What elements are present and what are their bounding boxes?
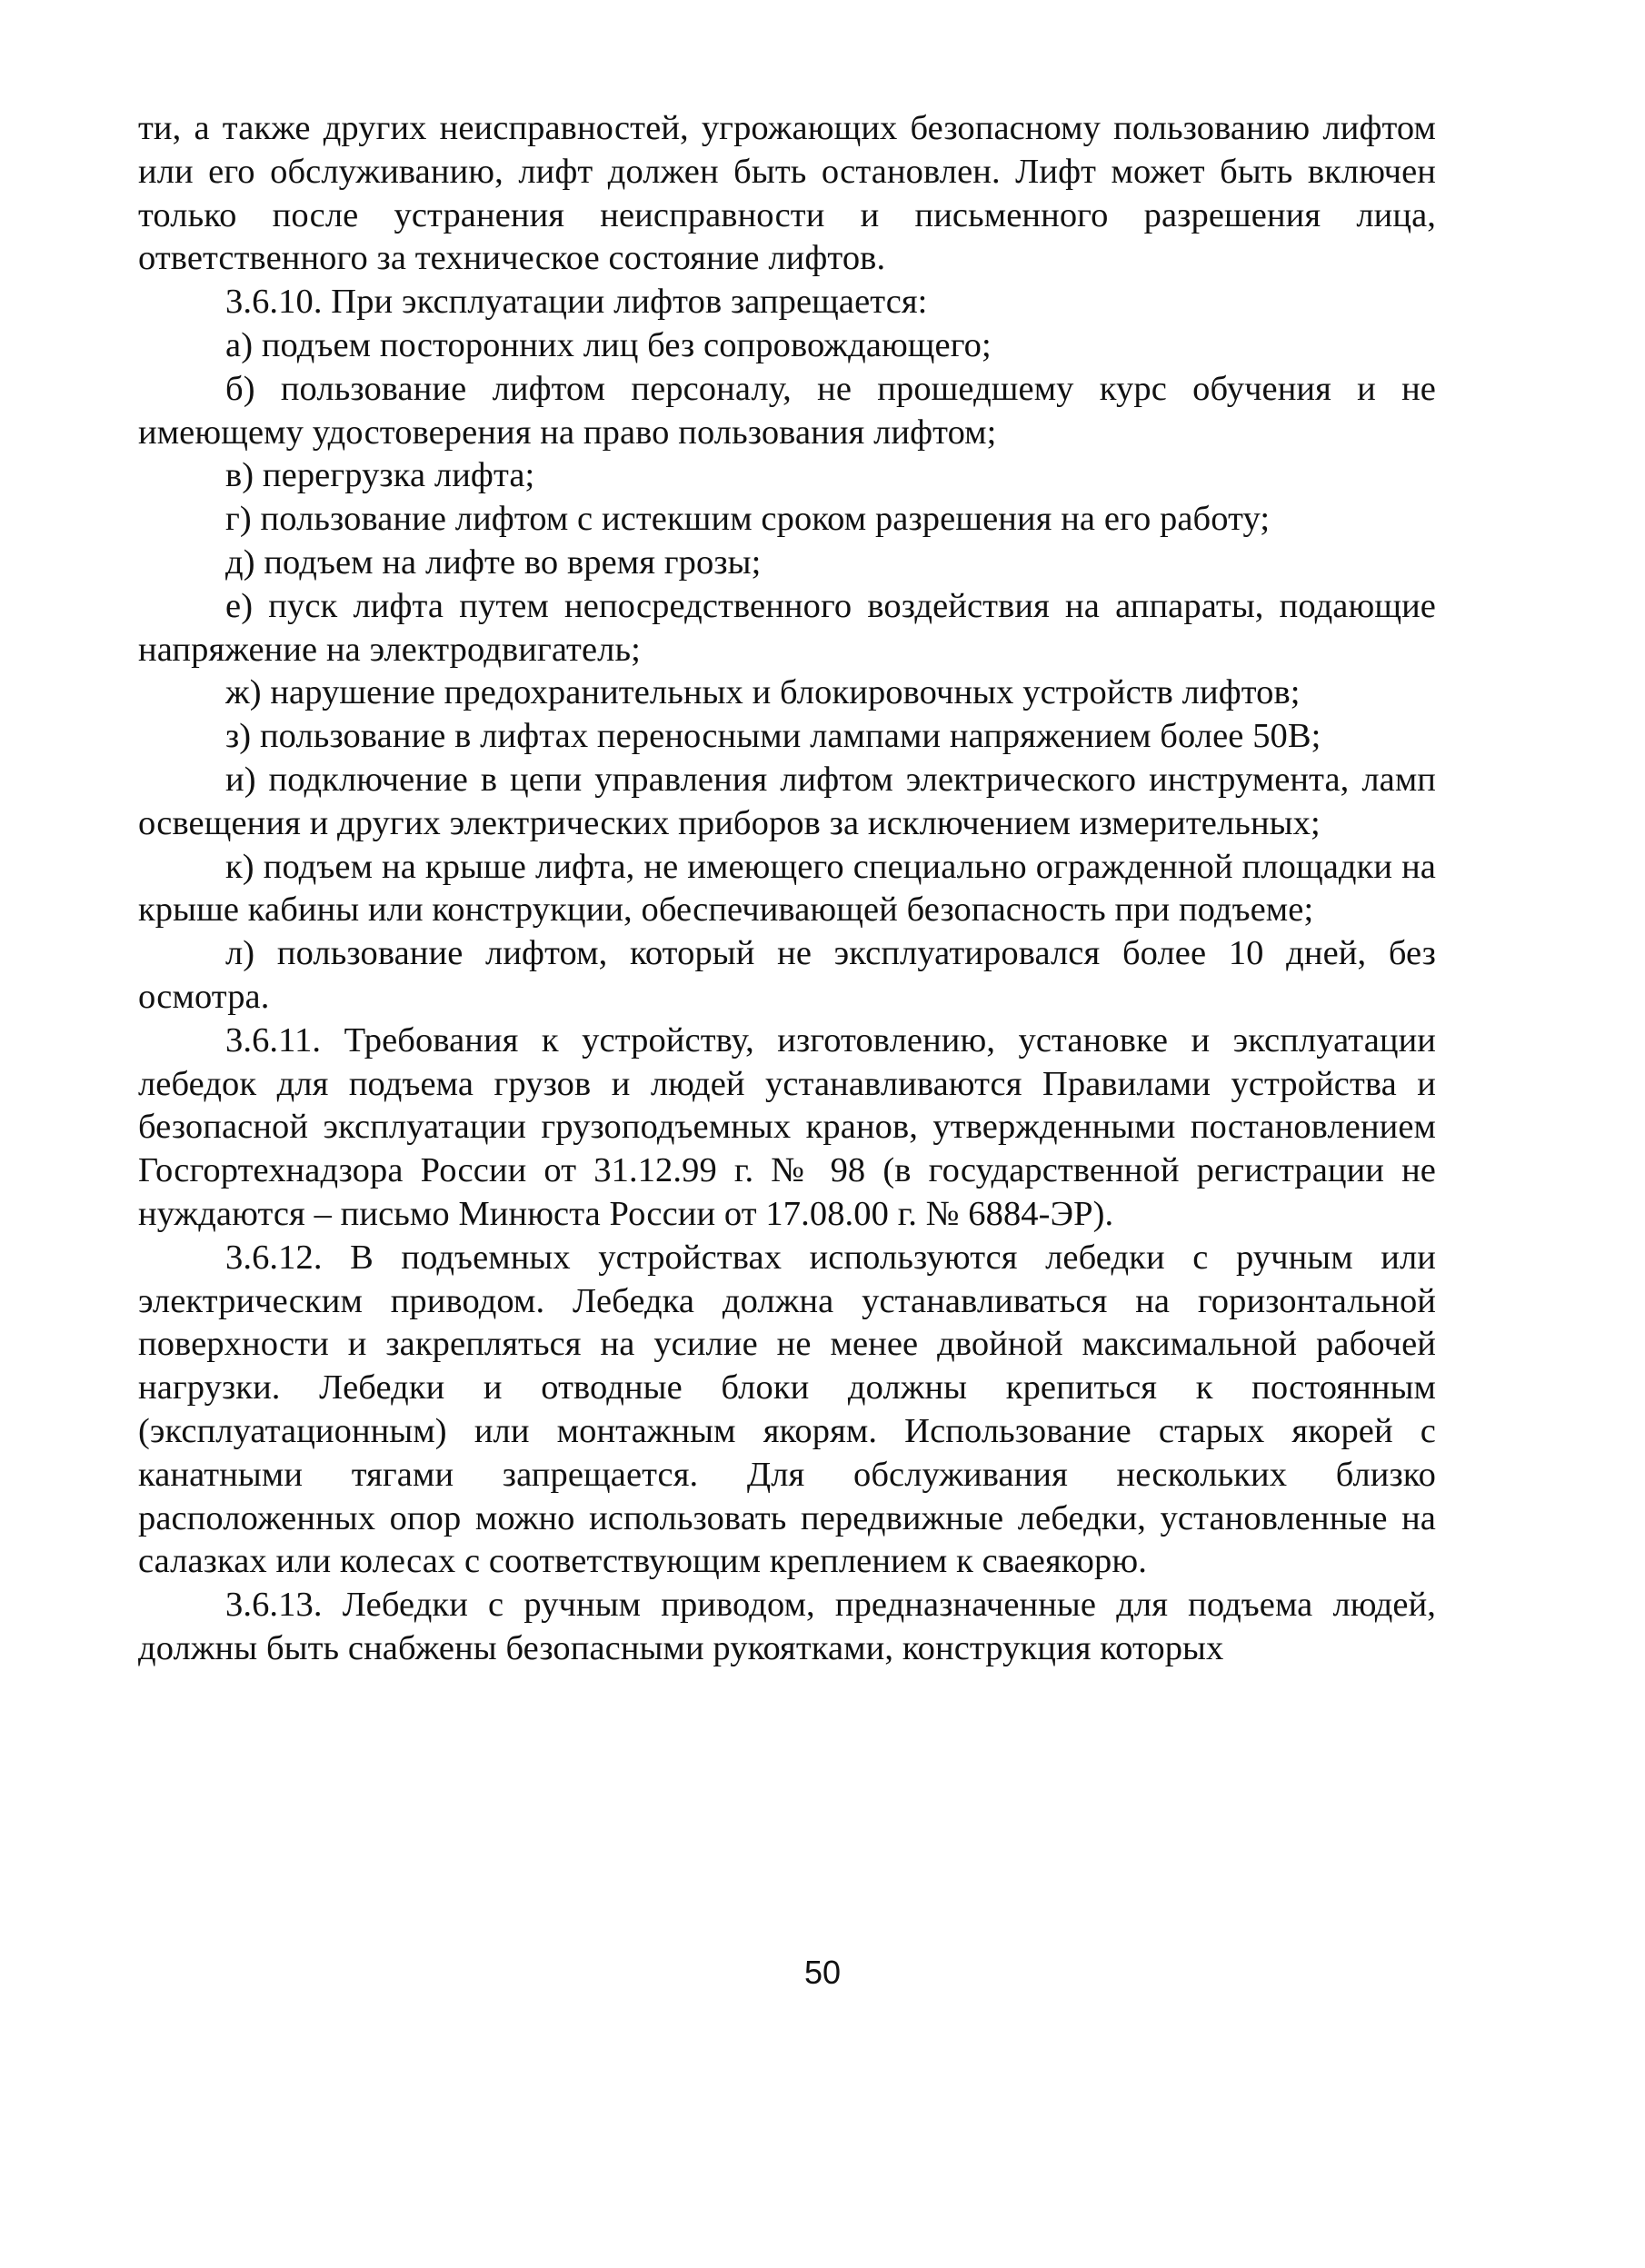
paragraph-3-6-10: 3.6.10. При эксплуатации лифтов запрещается: bbox=[225, 283, 928, 322]
list-item-a: а) подъем посторонних лиц без сопровождающего; bbox=[225, 325, 992, 364]
paragraph-3-6-12: 3.6.12. В подъемных устройствах используются лебедки с ручным или электрическим приводом. Лебедка должна устанавливаться на горизонтальной поверхности и закрепляться на усилие не менее двойной максимальной рабочей нагрузки. Лебедки и отводные блоки должны крепиться к постоянным (эксплуатационным) или монтажным якорям. Использование старых якорей с канатными тягами запрещается. Для обслуживания нескольких близко расположенных опор можно использовать передвижные лебедки, установленные на салазках или колесах с соответствующим креплением к сваеякорю. bbox=[138, 1238, 1436, 1581]
list-item-k: к) подъем на крыше лифта, не имеющего специально огражденной площадки на крыше кабины или конструкции, обеспечивающей безопасность при подъеме; bbox=[138, 847, 1436, 930]
list-item-l: л) пользование лифтом, который не эксплуатировался более 10 дней, без осмотра. bbox=[138, 934, 1436, 1016]
list-item-zh: ж) нарушение предохранительных и блокировочных устройств лифтов; bbox=[225, 673, 1301, 712]
list-item-z: з) пользование в лифтах переносными лампами напряжением более 50В; bbox=[225, 717, 1321, 756]
list-item-e: е) пуск лифта путем непосредственного воздействия на аппараты, подающие напряжение на электродвигатель; bbox=[138, 586, 1436, 669]
paragraph-3-6-13: 3.6.13. Лебедки с ручным приводом, предназначенные для подъема людей, должны быть снабжены безопасными рукоятками, конструкция которых bbox=[138, 1586, 1436, 1667]
page-number: 50 bbox=[803, 1954, 842, 1991]
list-item-d: д) подъем на лифте во время грозы; bbox=[225, 542, 762, 582]
list-item-g: г) пользование лифтом с истекшим сроком разрешения на его работу; bbox=[225, 500, 1271, 539]
paragraph-continuation: ти, а также других неисправностей, угрожающих безопасному пользованию лифтом или его обслуживанию, лифт должен быть остановлен. Лифт может быть включен только после устранения неисправности и письменного разрешения лица, ответственного за техническое состояние лифтов. bbox=[138, 109, 1436, 278]
list-item-i: и) подключение в цепи управления лифтом электрического инструмента, ламп освещения и других электрических приборов за исключением измерительных; bbox=[138, 760, 1436, 842]
paragraph-3-6-11: 3.6.11. Требования к устройству, изготовлению, установке и эксплуатации лебедок для подъема грузов и людей устанавливаются Правилами устройства и безопасной эксплуатации грузоподъемных кранов, утвержденными постановлением Госгортехнадзора России от 31.12.99 г. № 98 (в государственной регистрации не нуждаются – письмо Минюста России от 17.08.00 г. № 6884-ЭР). bbox=[138, 1020, 1436, 1233]
list-item-v: в) перегрузка лифта; bbox=[225, 456, 535, 495]
list-item-b: б) пользование лифтом персоналу, не прошедшему курс обучения и не имеющему удостоверения на право пользования лифтом; bbox=[138, 369, 1436, 452]
page-body bbox=[138, 107, 1436, 1671]
